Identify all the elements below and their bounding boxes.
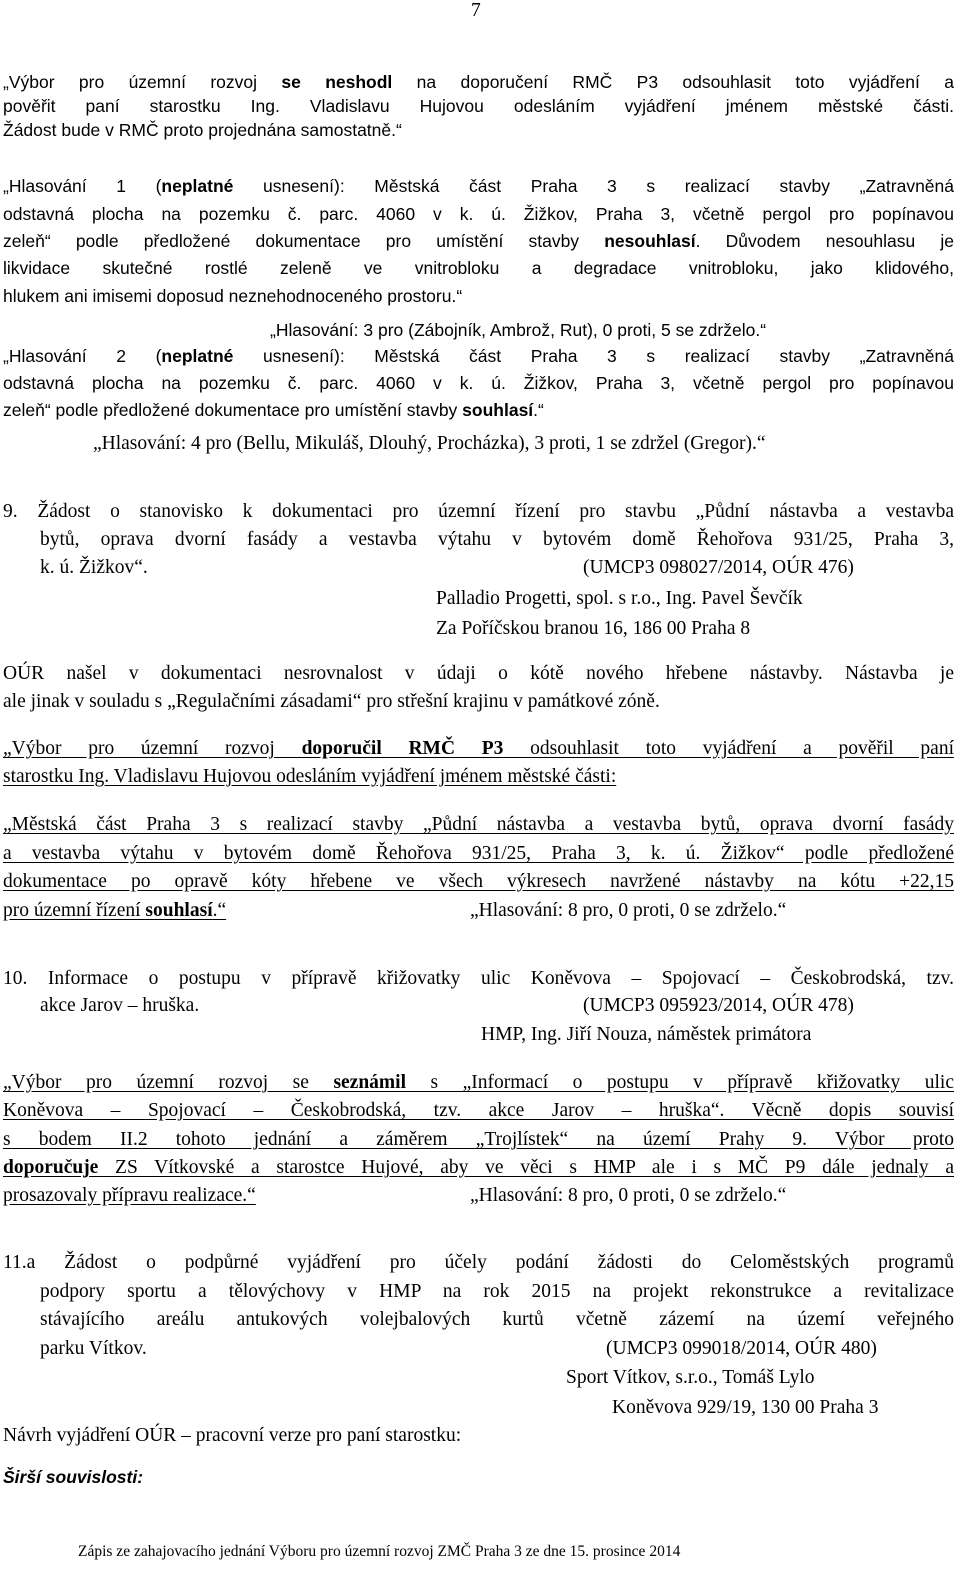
- text-line: s bodem II.2 tohoto jednání a záměrem „Trojlístek“ na území Prahy 9. Výbor proto: [3, 1129, 954, 1150]
- text-line: ale jinak v souladu s „Regulačními zásadami“ pro střešní krajinu v památkové zóně.: [3, 691, 660, 712]
- reference-number: (UMCP3 099018/2014, OÚR 480): [606, 1338, 877, 1359]
- text-line: a vestavba výtahu v bytovém domě Řehořova 931/25, Praha 3, k. ú. Žižkov“ podle předložené: [3, 843, 954, 864]
- text-line: podpory sportu a tělovýchovy v HMP na rok 2015 na projekt rekonstrukce a revitalizace: [40, 1281, 954, 1302]
- applicant: Sport Vítkov, s.r.o., Tomáš Lylo: [566, 1367, 815, 1388]
- vote-result: „Hlasování: 8 pro, 0 proti, 0 se zdrželo.“: [470, 900, 787, 921]
- text-line: likvidace skutečné rostlé zeleně ve vnitrobloku a degradace vnitrobloku, jako klidového,: [3, 258, 954, 278]
- agenda-item-11a-title: 11.a Žádost o podpůrné vyjádření pro účely podání žádosti do Celoměstských programů: [3, 1252, 954, 1273]
- text-line: „Městská část Praha 3 s realizací stavby „Půdní nástavba a vestavba bytů, oprava dvorní fasády: [3, 814, 954, 835]
- text-line: zeleň“ podle předložené dokumentace pro umístění stavby nesouhlasí. Důvodem nesouhlasu je: [3, 231, 954, 251]
- text-line: odstavná plocha na pozemku č. parc. 4060 v k. ú. Žižkov, Praha 3, včetně pergol pro popínavou: [3, 373, 954, 393]
- applicant-address: Za Poříčskou branou 16, 186 00 Praha 8: [436, 618, 751, 639]
- text-line: hlukem ani imisemi doposud neznehodnoceného prostoru.“: [3, 286, 463, 306]
- page-number: 7: [471, 0, 481, 21]
- text-line: parku Vítkov.: [40, 1338, 147, 1359]
- text-line: OÚR našel v dokumentaci nesrovnalost v údaji o kótě nového hřebene nástavby. Nástavba je: [3, 663, 954, 684]
- text-line: doporučuje ZS Vítkovské a starostce Hujové, aby ve věci s HMP ale i s MČ P9 dále jednaly a: [3, 1157, 954, 1178]
- applicant-address: Koněvova 929/19, 130 00 Praha 3: [612, 1397, 879, 1418]
- text-line: zeleň“ podle předložené dokumentace pro umístění stavby souhlasí.“: [3, 400, 544, 420]
- page-footer: Zápis ze zahajovacího jednání Výboru pro územní rozvoj ZMČ Praha 3 ze dne 15. prosince 2014: [78, 1543, 681, 1560]
- vote-result: „Hlasování: 8 pro, 0 proti, 0 se zdrželo.“: [470, 1185, 787, 1206]
- section-heading: Širší souvislosti:: [3, 1467, 144, 1487]
- text-line: dokumentace po opravě kóty hřebene ve všech výkresech navržené nástavby na kótu +22,15: [3, 871, 954, 892]
- text-line: odstavná plocha na pozemku č. parc. 4060 v k. ú. Žižkov, Praha 3, včetně pergol pro popínavou: [3, 204, 954, 224]
- text-line: Žádost bude v RMČ proto projednána samostatně.“: [3, 120, 402, 140]
- reference-number: (UMCP3 095923/2014, OÚR 478): [583, 995, 854, 1016]
- text-line: pro územní řízení souhlasí.“: [3, 900, 227, 921]
- text-line: „Hlasování 2 (neplatné usnesení): Městská část Praha 3 s realizací stavby „Zatravněná: [3, 346, 954, 366]
- text-line: k. ú. Žižkov“.: [40, 557, 148, 578]
- text-line: „Výbor pro územní rozvoj se neshodl na doporučení RMČ P3 odsouhlasit toto vyjádření a: [3, 72, 954, 92]
- reference-number: (UMCP3 098027/2014, OÚR 476): [583, 557, 854, 578]
- text-line: prosazovaly přípravu realizace.“: [3, 1185, 256, 1206]
- text-line: Koněvova – Spojovací – Českobrodská, tzv. akce Jarov – hruška“. Věcně dopis souvisí: [3, 1100, 954, 1121]
- applicant: Palladio Progetti, spol. s r.o., Ing. Pavel Ševčík: [436, 588, 803, 609]
- agenda-item-10-title: 10. Informace o postupu v přípravě křižovatky ulic Koněvova – Spojovací – Českobrodská, tzv.: [3, 968, 954, 989]
- text-line: „Výbor pro územní rozvoj se seznámil s „Informací o postupu v přípravě křižovatky ulic: [3, 1072, 954, 1093]
- text-line: pověřit paní starostku Ing. Vladislavu Hujovou odesláním vyjádření jménem městské části.: [3, 96, 954, 116]
- applicant: HMP, Ing. Jiří Nouza, náměstek primátora: [481, 1024, 812, 1045]
- text-line: Návrh vyjádření OÚR – pracovní verze pro paní starostku:: [3, 1425, 462, 1446]
- text-line: „Hlasování 1 (neplatné usnesení): Městská část Praha 3 s realizací stavby „Zatravněná: [3, 176, 954, 196]
- text-line: akce Jarov – hruška.: [40, 995, 200, 1016]
- agenda-item-9-title: 9. Žádost o stanovisko k dokumentaci pro územní řízení pro stavbu „Půdní nástavba a vestavba: [3, 501, 954, 522]
- text-line: „Výbor pro územní rozvoj doporučil RMČ P3 odsouhlasit toto vyjádření a pověřil paní: [3, 738, 954, 759]
- text-line: starostku Ing. Vladislavu Hujovou odesláním vyjádření jménem městské části:: [3, 766, 617, 787]
- vote-result: „Hlasování: 3 pro (Zábojník, Ambrož, Rut), 0 proti, 5 se zdrželo.“: [270, 320, 767, 340]
- text-line: bytů, oprava dvorní fasády a vestavba výtahu v bytovém domě Řehořova 931/25, Praha 3,: [40, 529, 954, 550]
- vote-result: „Hlasování: 4 pro (Bellu, Mikuláš, Dlouhý, Procházka), 3 proti, 1 se zdržel (Gregor).“: [93, 433, 766, 454]
- text-line: stávajícího areálu antukových volejbalových kurtů včetně zázemí na území veřejného: [40, 1309, 954, 1330]
